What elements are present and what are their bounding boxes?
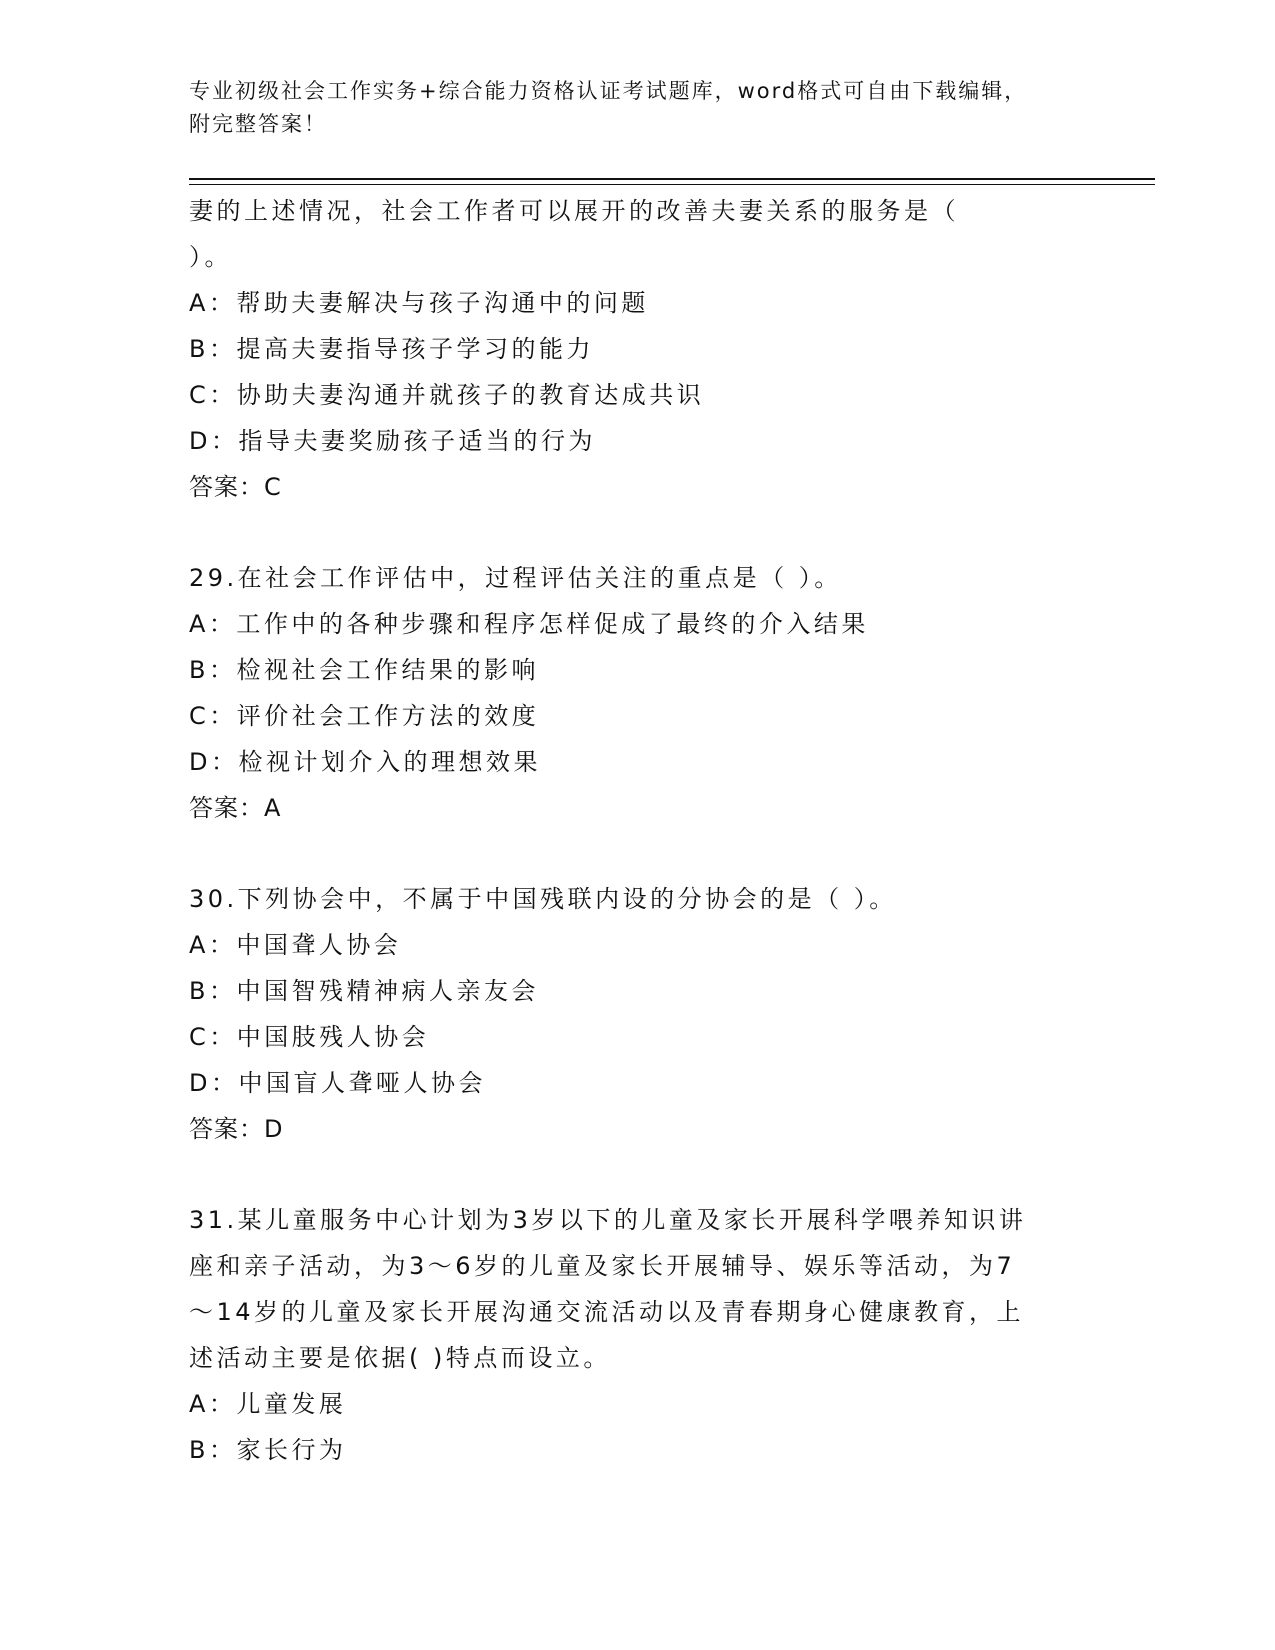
- header-line-2: 附完整答案！: [189, 112, 327, 136]
- option-b: B：检视社会工作结果的影响: [189, 656, 539, 684]
- question-stem-line: 妻的上述情况，社会工作者可以展开的改善夫妻关系的服务是（: [189, 197, 959, 225]
- option-a: A：儿童发展: [189, 1390, 347, 1418]
- question-stem-line: 31.某儿童服务中心计划为3岁以下的儿童及家长开展科学喂养知识讲: [189, 1206, 1027, 1234]
- option-d: D：检视计划介入的理想效果: [189, 748, 541, 776]
- option-b: B：提高夫妻指导孩子学习的能力: [189, 335, 594, 363]
- answer-line: 答案：A: [189, 794, 282, 822]
- spacer: [189, 1152, 1089, 1197]
- question-30: [189, 876, 1089, 1152]
- header-divider-thick: [189, 178, 1155, 180]
- question-stem: 29.在社会工作评估中，过程评估关注的重点是（ ）。: [189, 564, 842, 592]
- option-d: D：中国盲人聋哑人协会: [189, 1069, 486, 1097]
- question-stem-line: 座和亲子活动，为3～6岁的儿童及家长开展辅导、娱乐等活动，为7: [189, 1252, 1016, 1280]
- document-header: [189, 75, 1089, 141]
- header-line-1: 专业初级社会工作实务+综合能力资格认证考试题库，word格式可自由下载编辑，: [189, 79, 1028, 103]
- option-b: B：家长行为: [189, 1436, 347, 1464]
- option-a: A：中国聋人协会: [189, 931, 402, 959]
- question-31: [189, 1197, 1089, 1473]
- question-stem: 30.下列协会中，不属于中国残联内设的分协会的是（ ）。: [189, 885, 897, 913]
- question-stem-line: 述活动主要是依据( )特点而设立。: [189, 1344, 611, 1372]
- answer-line: 答案：D: [189, 1115, 284, 1143]
- option-d: D：指导夫妻奖励孩子适当的行为: [189, 427, 596, 455]
- option-b: B：中国智残精神病人亲友会: [189, 977, 539, 1005]
- option-a: A：工作中的各种步骤和程序怎样促成了最终的介入结果: [189, 610, 869, 638]
- option-c: C：中国肢残人协会: [189, 1023, 430, 1051]
- spacer: [189, 831, 1089, 876]
- question-29: [189, 555, 1089, 831]
- option-c: C：协助夫妻沟通并就孩子的教育达成共识: [189, 381, 705, 409]
- question-stem-line: ～14岁的儿童及家长开展沟通交流活动以及青春期身心健康教育，上: [189, 1298, 1025, 1326]
- question-list: [189, 188, 1089, 1473]
- spacer: [189, 510, 1089, 555]
- header-divider-thin: [189, 184, 1155, 185]
- option-a: A：帮助夫妻解决与孩子沟通中的问题: [189, 289, 649, 317]
- question-stem-line: ）。: [189, 243, 232, 271]
- option-c: C：评价社会工作方法的效度: [189, 702, 540, 730]
- question-28: [189, 188, 1089, 510]
- answer-line: 答案：C: [189, 473, 282, 501]
